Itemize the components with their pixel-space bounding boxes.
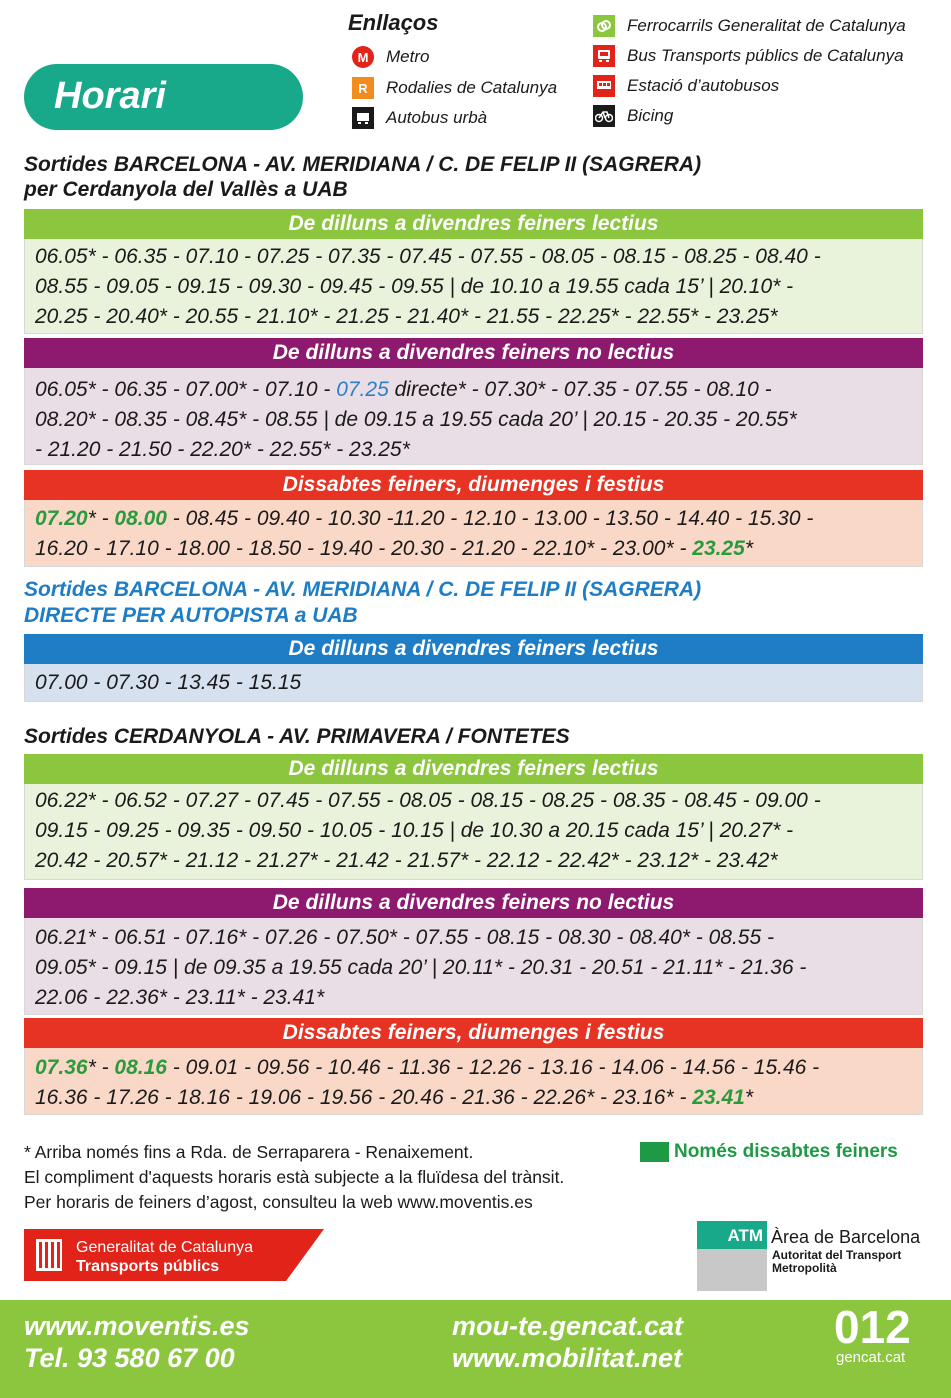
green-swatch — [640, 1142, 669, 1162]
schedule-line — [35, 1053, 912, 1083]
legend-label: Autobus urbà — [386, 108, 488, 127]
band-lectius: De dilluns a divendres feiners lectius — [24, 209, 923, 239]
schedule-line: 22.06 - 22.36* - 23.11* - 23.41* — [35, 986, 325, 1009]
schedule-line — [35, 504, 912, 534]
text-run: * - — [87, 507, 115, 530]
schedule-line — [35, 375, 912, 405]
schedule-box — [24, 1048, 923, 1115]
schedule-line: 20.25 - 20.40* - 20.55 - 21.10* - 21.25 - 21.40* - 21.55 - 22.25* - 22.55* - 23.25* — [35, 305, 778, 328]
fgc-icon — [593, 15, 615, 37]
moventis-link[interactable]: www.moventis.es — [24, 1311, 250, 1341]
band-no-lectius: De dilluns a divendres feiners no lectius — [24, 338, 923, 368]
schedule-box — [24, 239, 923, 334]
saturday-legend — [640, 1141, 898, 1163]
saturday-only-time: 07.20 — [35, 507, 88, 530]
n012-logo: 012 — [834, 1301, 911, 1353]
band-no-lectius: De dilluns a divendres feiners no lectius — [24, 888, 923, 918]
text-run: 16.20 - 17.10 - 18.00 - 18.50 - 19.40 - 20.30 - 21.20 - 22.10* - 23.00* - — [35, 537, 693, 560]
section1-subtitle: per Cerdanyola del Vallès a UAB — [24, 178, 348, 201]
legend-bus-catalunya — [593, 45, 904, 67]
legend-estacio-autobusos — [593, 75, 779, 97]
rodalies-icon: R — [352, 77, 374, 99]
text-run: * — [744, 537, 754, 560]
atm-line2: Autoritat del Transport — [772, 1248, 902, 1262]
legend-label: Ferrocarrils Generalitat de Catalunya — [627, 16, 906, 35]
text-run: * — [744, 1086, 754, 1109]
metro-icon: M — [352, 46, 374, 68]
schedule-line: 06.22* - 06.52 - 07.27 - 07.45 - 07.55 - 08.05 - 08.15 - 08.25 - 08.35 - 08.45 - 09.00 - — [35, 789, 821, 812]
enllacos-title: Enllaços — [348, 10, 439, 35]
footer-bar — [0, 1300, 951, 1398]
legend-label: Bus Transports públics de Catalunya — [627, 46, 904, 65]
gencat-label: gencat.cat — [836, 1349, 906, 1366]
legend-label: Metro — [386, 47, 430, 66]
phone-number: Tel. 93 580 67 00 — [24, 1343, 235, 1373]
schedule-line: 09.05* - 09.15 | de 09.35 a 19.55 cada 20’ | 20.11* - 20.31 - 20.51 - 21.11* - 21.36 - — [35, 956, 807, 979]
saturday-only-time: 07.36 — [35, 1056, 88, 1079]
highlight-time: 07.25 — [336, 378, 389, 401]
section2-title: Sortides BARCELONA - AV. MERIDIANA / C. DE FELIP II (SAGRERA) — [24, 578, 702, 601]
note-august: Per horaris de feiners d’agost, consulteu la web www.moventis.es — [24, 1192, 533, 1212]
legend-metro — [352, 46, 429, 68]
legend-rodalies — [352, 77, 557, 99]
horari-badge: Horari — [24, 64, 303, 130]
band-dissabtes: Dissabtes feiners, diumenges i festius — [24, 470, 923, 500]
schedule-line: 09.15 - 09.25 - 09.35 - 09.50 - 10.05 - 10.15 | de 10.30 a 20.15 cada 15’ | 20.27* - — [35, 819, 794, 842]
note-asterisk: * Arriba només fins a Rda. de Serraparera - Renaixement. — [24, 1142, 474, 1162]
schedule-box — [24, 918, 923, 1015]
atm-grey-block — [697, 1249, 767, 1291]
schedule-line — [35, 534, 912, 564]
schedule-line: 08.55 - 09.05 - 09.15 - 09.30 - 09.45 - 09.55 | de 10.10 a 19.55 cada 15’ | 20.10* - — [35, 275, 794, 298]
schedule-line: 20.42 - 20.57* - 21.12 - 21.27* - 21.42 - 21.57* - 22.12 - 22.42* - 23.12* - 23.42* — [35, 849, 778, 872]
text-run: - 08.45 - 09.40 - 10.30 -11.20 - 12.10 - 13.00 - 13.50 - 14.40 - 15.30 - — [166, 507, 814, 530]
gencat-link[interactable]: mou-te.gencat.cat — [452, 1311, 684, 1341]
band-dissabtes: Dissabtes feiners, diumenges i festius — [24, 1018, 923, 1048]
legend-fgc — [593, 15, 906, 37]
saturday-only-time: 23.41 — [692, 1086, 745, 1109]
mobilitat-link[interactable]: www.mobilitat.net — [452, 1343, 683, 1373]
schedule-box — [24, 784, 923, 880]
note-transit: El compliment d'aquests horaris està subjecte a la fluïdesa del trànsit. — [24, 1167, 565, 1187]
schedule-box — [24, 500, 923, 567]
text-run: - 09.01 - 09.56 - 10.46 - 11.36 - 12.26 - 13.16 - 14.06 - 14.56 - 15.46 - — [166, 1056, 820, 1079]
schedule-line: 06.05* - 06.35 - 07.10 - 07.25 - 07.35 - 07.45 - 07.55 - 08.05 - 08.15 - 08.25 - 08.40 - — [35, 245, 821, 268]
legend-bus-urba — [352, 107, 487, 129]
band-lectius: De dilluns a divendres feiners lectius — [24, 634, 923, 664]
schedule-box — [24, 664, 923, 702]
legend-bicing — [593, 105, 673, 127]
bicycle-icon — [593, 105, 615, 127]
schedule-line: 08.20* - 08.35 - 08.45* - 08.55 | de 09.15 a 19.55 cada 20’ | 20.15 - 20.35 - 20.55* — [35, 408, 797, 431]
band-lectius: De dilluns a divendres feiners lectius — [24, 754, 923, 784]
atm-logo — [697, 1221, 927, 1291]
legend-label: Rodalies de Catalunya — [386, 78, 558, 97]
legend-green-label: Només dissabtes feiners — [674, 1141, 898, 1162]
bus-station-icon — [593, 75, 615, 97]
section1-title: Sortides BARCELONA - AV. MERIDIANA / C. DE FELIP II (SAGRERA) — [24, 153, 702, 176]
text-run: 06.05* - 06.35 - 07.00* - 07.10 - — [35, 378, 337, 401]
generalitat-name: Generalitat de Catalunya — [76, 1239, 253, 1256]
legend-label: Bicing — [627, 106, 674, 125]
saturday-only-time: 23.25 — [692, 537, 745, 560]
schedule-line: 07.00 - 07.30 - 13.45 - 15.15 — [35, 671, 302, 694]
schedule-line: 06.21* - 06.51 - 07.16* - 07.26 - 07.50* - 07.55 - 08.15 - 08.30 - 08.40* - 08.55 - — [35, 926, 774, 949]
saturday-only-time: 08.16 — [114, 1056, 167, 1079]
atm-area: Àrea de Barcelona — [771, 1227, 921, 1247]
section2-subtitle: DIRECTE PER AUTOPISTA a UAB — [24, 604, 358, 627]
schedule-line — [35, 1083, 912, 1113]
generalitat-logo — [24, 1229, 324, 1281]
schedule-line: - 21.20 - 21.50 - 22.20* - 22.55* - 23.25* — [35, 438, 410, 461]
schedule-box — [24, 368, 923, 465]
legend-label: Estació d’autobusos — [627, 76, 780, 95]
atm-badge: ATM — [697, 1221, 767, 1249]
bus-catalunya-icon — [593, 45, 615, 67]
text-run: * - — [87, 1056, 115, 1079]
text-run: 16.36 - 17.26 - 18.16 - 19.06 - 19.56 - 20.46 - 21.36 - 22.26* - 23.16* - — [35, 1086, 693, 1109]
saturday-only-time: 08.00 — [114, 507, 167, 530]
section3-title: Sortides CERDANYOLA - AV. PRIMAVERA / FONTETES — [24, 725, 570, 748]
text-run: directe* - 07.30* - 07.35 - 07.55 - 08.10 - — [388, 378, 772, 401]
bus-icon — [352, 107, 374, 129]
transports-publics: Transports públics — [76, 1258, 220, 1275]
atm-line3: Metropolità — [772, 1261, 837, 1275]
